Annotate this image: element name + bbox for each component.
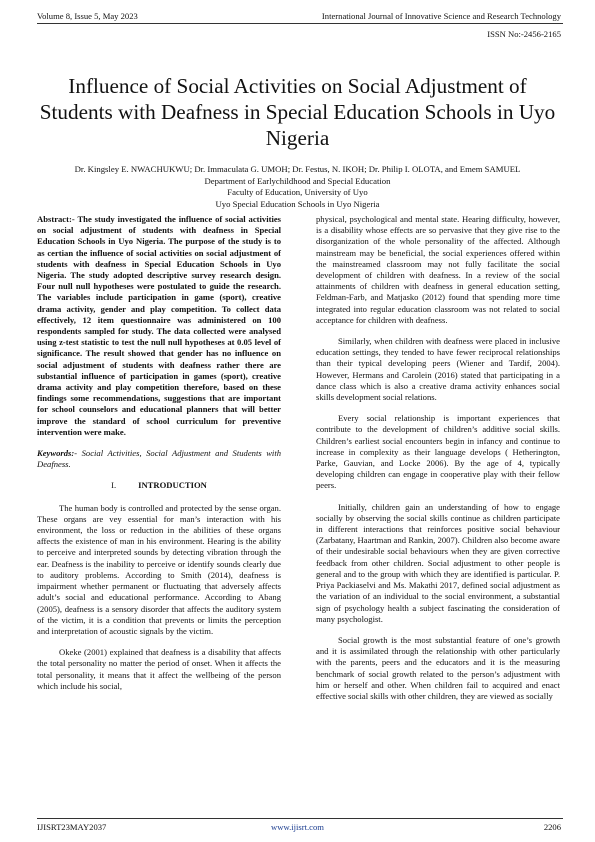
authors: Dr. Kingsley E. NWACHUKWU; Dr. Immaculata G. UMOH; Dr. Festus, N. IKOH; Dr. Philip I. OLOTA, and Emem SAMUEL [74, 164, 521, 174]
journal-name: International Journal of Innovative Science and Research Technology [321, 11, 561, 21]
keywords-label: Keywords:- [37, 448, 78, 459]
section-title: INTRODUCTION [138, 480, 207, 491]
affiliation-line: Uyo Special Education Schools in Uyo Nigeria [215, 198, 380, 209]
paragraph: physical, psychological and mental state. Hearing difficulty, however, is a disability whose effects are so pervasive that they give rise to the disorganization of the whole personality of the affected. Although mainstream may be beneficial, the social experiences offered within the mainstreamed classroom may not fully facilitate the social development of children with deafness. In a review of the social attainments of children with deafness in general education setting, Feldman-Farb, and Matjasko (2012) found that spending more time integrated into regular education classroom was not related to social acceptance for children with deafness. [316, 214, 560, 325]
paragraph: Okeke (2001) explained that deafness is a disability that affects the total personality no matter the period of onset. When it affects the total personality, it means that it affect the wellbeing of the person which include his social, [37, 647, 281, 691]
paragraph: Similarly, when children with deafness were placed in inclusive education settings, they tended to have fewer reciprocal relationships than their typical developing peers (Wiener and Tardif, 2004). However, Hermans and Carolein (2016) stated that participating in a dance class which is also a creative drama activity enhances social skills development social relations. [316, 336, 560, 403]
section-number: I. [111, 480, 117, 491]
issn: ISSN No:-2456-2165 [487, 29, 561, 39]
paragraph: Initially, children gain an understanding of how to engage socially by observing the social skills continue as children participate in different interactions that reinforces positive social behaviour (Zarbatany, Haartman and Rankin, 2007). Children also become aware of their undesirable social behaviours when they are given corrective feedback from other children. Social adjustment to other people is general and to the group with which they are identified is particular. P. Priya Packiaselvi and Ms. Makathi 2017, defined social adjustment as the variation of an individual to the social environment, a substantial sign of psychology health a subject fascinating the consideration of many psychologist. [316, 501, 560, 624]
right-column [316, 214, 560, 702]
keywords-text: Social Activities, Social Adjustment and Students with Deafness. [37, 448, 281, 470]
paper-code: IJISRT23MAY2037 [37, 822, 107, 832]
affiliation-line: Faculty of Education, University of Uyo [227, 187, 368, 198]
volume-info: Volume 8, Issue 5, May 2023 [37, 11, 138, 21]
journal-url-link[interactable]: www.ijisrt.com [271, 822, 324, 832]
left-column [37, 214, 281, 692]
paragraph: The human body is controlled and protected by the sense organ. These organs are vey essential for man’s interaction with his environment, the loss or reduction in the abilities of these organs affects the existence of man in his environment. Hearing is the ability to perceive and interpreted sounds by detecting vibration through the ear. Deafness is the inability to perceive or identify sounds clearly due to auditory problems. According to Smith (2014), deafness is impairment whether permanent or fluctuating that adversely affects adult’s social and educational performance. According to Abang (2005), deafness is a sensory disorder that affects the auditory system of the victim, it is a condition that prevents or limits the perception and interpretation of acoustic signals by the victim. [37, 502, 281, 636]
header-rule [37, 23, 563, 24]
paper-title: Influence of Social Activities on Social Adjustment of Students with Deafness in Special Education Schools in Uyo Nigeria [39, 74, 556, 150]
footer-rule [37, 818, 563, 819]
paragraph: Every social relationship is important experiences that contribute to the development of children’s additive social skills. Children’s earliest social encounters begin in infancy and continue to increase in complexity as their language develops ( Hetherington, Parke, Gauvian, and Locke 2006). By the age of 4, typically developing children can engage in cooperative play with their fellow peers. [316, 413, 560, 491]
abstract: Abstract:- The study investigated the influence of social activities on social adjustment of students with deafness in Special Education Schools in Uyo Nigeria. The purpose of the study is to as certian the influence of social activities on social adjustment of students with deafness in Special Education Schools in Uyo Nigeria. The study adopted descriptive survey research design. Four null null hypotheses were postulated to guide the research. The variables include participation in game (sport), creative drama activity, gender and play competition. To collect data effectively, 12 item questionnaire was administered on 100 respondents sampled for study. The data collected were analysed using z-test statistic to test the null null hypotheses at 0.05 level of significance. The result showed that gender has no influence on social adjustment of students with deafness rather there are substantial influence of participation in games (sport), creative drama activity and play competition therefore, based on these findings some recommendations, suggestions that are important for school counselors and educational planners that will better improve the standard of school curriculum for preventive intervention were make. [37, 214, 281, 437]
paragraph: Social growth is the most substantial feature of one’s growth and it is assimilated through the relationship with other particularly with the parents, peers and the educators and it is the measuring benchmark of social growth related to the person’s adjustment with him or herself and other. When children fail to acquired and enact effective social skills with other children, they are viewed as socially [316, 634, 560, 701]
affiliation-line: Department of Earlychildhood and Special Education [204, 175, 391, 186]
keywords [37, 448, 281, 470]
page-number: 2206 [543, 822, 561, 832]
section-heading [37, 480, 281, 491]
author-block [30, 164, 565, 210]
